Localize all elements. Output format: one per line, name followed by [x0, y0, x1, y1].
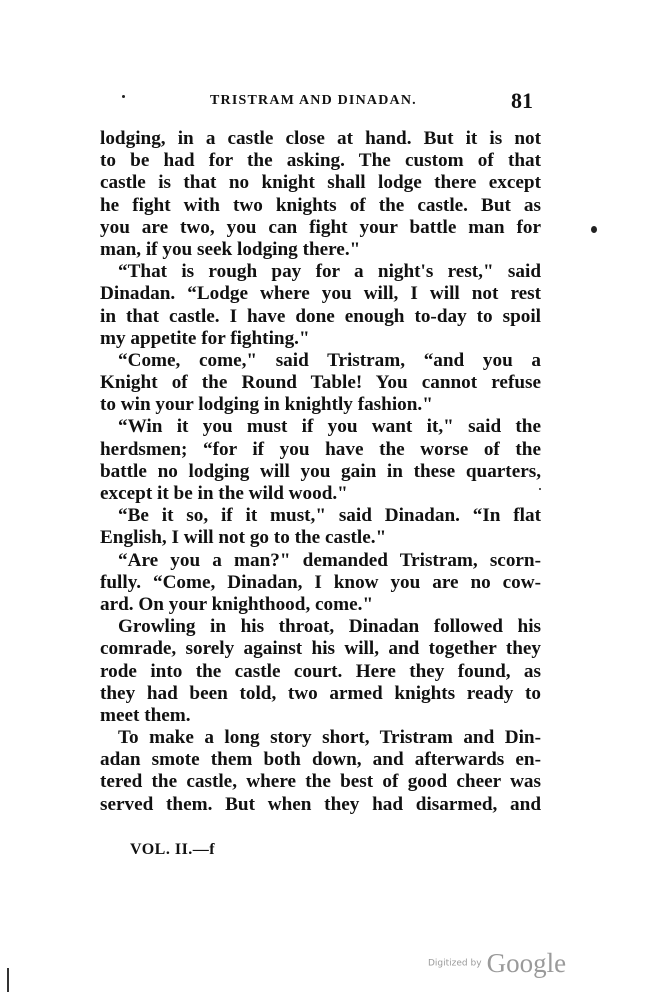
text-line: Knight of the Round Table! You cannot refuse [100, 372, 541, 394]
text-line: battle no lodging will you gain in these quarters, [100, 460, 541, 482]
text-line: Dinadan. “Lodge where you will, I will not rest [100, 283, 541, 305]
text-line: castle is that no knight shall lodge there except [100, 172, 541, 194]
text-line: fully. “Come, Dinadan, I know you are no cow- [100, 571, 541, 593]
signature-mark: VOL. II.—f [130, 841, 216, 858]
text-line: adan smote them both down, and afterwards en- [100, 749, 541, 771]
text-line: comrade, sorely against his will, and together they [100, 638, 541, 660]
text-line: to win your lodging in knightly fashion." [100, 394, 433, 416]
text-line: “That is rough pay for a night's rest," said [118, 261, 541, 283]
text-line: Growling in his throat, Dinadan followed his [118, 616, 541, 638]
text-line: “Win it you must if you want it," said the [118, 416, 541, 438]
text-line: except it be in the wild wood." [100, 483, 348, 504]
text-line: served them. But when they had disarmed, and [100, 793, 541, 815]
text-line: ard. On your knighthood, come." [100, 593, 374, 615]
text-line: they had been told, two armed knights ready to [100, 682, 541, 704]
text-line: “Come, come," said Tristram, “and you a [118, 349, 541, 371]
text-line: in that castle. I have done enough to-day to spoil [100, 305, 541, 327]
text-line: meet them. [100, 704, 191, 726]
text-line: To make a long story short, Tristram and Din- [118, 727, 541, 749]
watermark-small-text: Digitized by [428, 958, 482, 969]
text-line: “Are you a man?" demanded Tristram, scorn- [118, 549, 541, 571]
running-head: TRISTRAM AND DINADAN. [210, 93, 417, 108]
ink-speck [539, 488, 541, 490]
ink-speck [122, 95, 125, 98]
page-edge-mark [7, 968, 9, 992]
text-line: my appetite for fighting." [100, 327, 310, 349]
text-line: you are two, you can fight your battle man for [100, 216, 541, 238]
text-line: “Be it so, if it must," said Dinadan. “In flat [118, 505, 541, 527]
body-text [100, 128, 541, 816]
text-line: rode into the castle court. Here they found, as [100, 660, 541, 682]
text-line: lodging, in a castle close at hand. But it is not [100, 128, 541, 149]
ink-speck [591, 226, 597, 233]
text-line: herdsmen; “for if you have the worse of the [100, 438, 541, 460]
text-line: he fight with two knights of the castle. But as [100, 194, 541, 216]
watermark-logo-text: Google [486, 948, 567, 978]
page-number: 81 [511, 88, 533, 113]
text-line: tered the castle, where the best of good cheer was [100, 771, 541, 793]
text-line: English, I will not go to the castle." [100, 527, 387, 549]
text-line: man, if you seek lodging there." [100, 238, 361, 260]
text-line: to be had for the asking. The custom of that [100, 150, 541, 172]
digitized-watermark [428, 948, 566, 979]
